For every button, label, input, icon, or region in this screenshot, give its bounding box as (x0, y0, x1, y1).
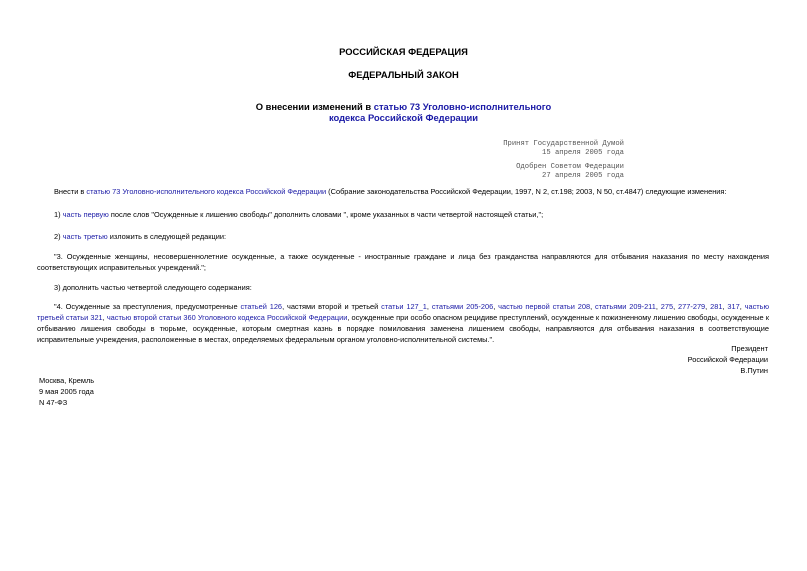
q4-text: , (590, 302, 596, 311)
q4-text: , (739, 302, 745, 311)
duma-line: Принят Государственной Думой (503, 140, 624, 148)
title-prefix: О внесении изменений в (255, 101, 374, 112)
item-text: после слов "Осужденные к лишению свободы" дополнить словами ", кроме указанных в части четвертой настоящей статьи,"; (108, 210, 544, 219)
item-1 (37, 209, 769, 220)
title-link-code[interactable]: кодекса Российской Федерации (328, 112, 479, 123)
q4-link-360[interactable]: частью второй статьи 360 Уголовного кодекса Российской Федерации (106, 313, 348, 322)
item2-link[interactable]: часть третью (62, 232, 108, 241)
q4-link-321[interactable]: частью третьей статьи 321 (37, 302, 770, 322)
signature-title: Президент (731, 344, 768, 353)
duma-date: 15 апреля 2005 года (542, 149, 624, 157)
country-heading: РОССИЙСКАЯ ФЕДЕРАЦИЯ (339, 46, 468, 57)
footer-block (39, 375, 94, 408)
q4-text: "4. Осужденные за преступления, предусмотренные (54, 302, 241, 311)
footer-place: Москва, Кремль (39, 376, 95, 385)
item-text: изложить в следующей редакции: (107, 232, 227, 241)
signature-country: Российской Федерации (687, 355, 768, 364)
footer-number: N 47-ФЗ (39, 398, 68, 407)
council-date: 27 апреля 2005 года (542, 172, 624, 180)
q4-link-209-211[interactable]: статьями 209-211 (595, 302, 656, 311)
item-number: 2) (54, 232, 63, 241)
q4-text: , (655, 302, 661, 311)
q4-link-208[interactable]: частью первой статьи 208 (498, 302, 591, 311)
duma-adoption (503, 140, 624, 158)
item1-link[interactable]: часть первую (62, 210, 109, 219)
q4-text: , (673, 302, 679, 311)
footer-date: 9 мая 2005 года (39, 387, 94, 396)
q4-text: , осужденные при особо опасном рецидиве преступлений, осужденные к пожизненному лишению свободы, осужденные к отбыванию лишения свободы в тюрьме, осужденные, которым смертная казнь в порядке помилования заменена лишением свободы, направляются для отбывания наказания в соответствующие исправительные учреждения, расположенные в местах, определяемых федеральным органом уголовно-исполнительной системы.". (37, 313, 769, 344)
q4-link-281[interactable]: 281 (710, 302, 723, 311)
q4-text: , (493, 302, 499, 311)
q4-link-126[interactable]: статьей 126 (240, 302, 283, 311)
q4-link-277-279[interactable]: 277-279 (678, 302, 706, 311)
q4-link-205-206[interactable]: статьями 205-206 (431, 302, 494, 311)
item-number: 1) (54, 210, 63, 219)
q4-link-127-1[interactable]: статьи 127_1 (381, 302, 427, 311)
q4-link-275[interactable]: 275 (660, 302, 674, 311)
q4-text: , (705, 302, 711, 311)
q4-link-317[interactable]: 317 (727, 302, 740, 311)
item-3: 3) дополнить частью четвертой следующего содержания: (54, 283, 252, 292)
q4-text: , (102, 313, 107, 322)
quote-part-4 (37, 301, 769, 345)
signature-name: В.Путин (740, 366, 768, 375)
law-title (0, 101, 807, 123)
council-approval (516, 163, 624, 181)
title-link-article[interactable]: статью 73 Уголовно-исполнительного (373, 101, 552, 112)
q4-text: , (722, 302, 728, 311)
quote-part-3: "3. Осужденные женщины, несовершеннолетние осужденные, а также осужденные - иностранные граждане и лица без гражданства направляются для отбывания наказания по месту нахождения соответствующих исправительных учреждений."; (37, 252, 769, 272)
item-2 (37, 231, 769, 242)
intro-text-rest: (Собрание законодательства Российской Федерации, 1997, N 2, ст.198; 2003, N 50, ст.4847) следующие изменения: (326, 187, 727, 196)
intro-paragraph (37, 186, 769, 197)
intro-text: Внести в (54, 187, 87, 196)
q4-text: , частями второй и третьей (282, 302, 382, 311)
q4-text: , (426, 302, 432, 311)
doc-type-heading: ФЕДЕРАЛЬНЫЙ ЗАКОН (348, 69, 459, 80)
intro-link[interactable]: статью 73 Уголовно-исполнительного кодекса Российской Федерации (86, 187, 327, 196)
council-line: Одобрен Советом Федерации (516, 163, 624, 171)
signature-block (688, 343, 768, 376)
